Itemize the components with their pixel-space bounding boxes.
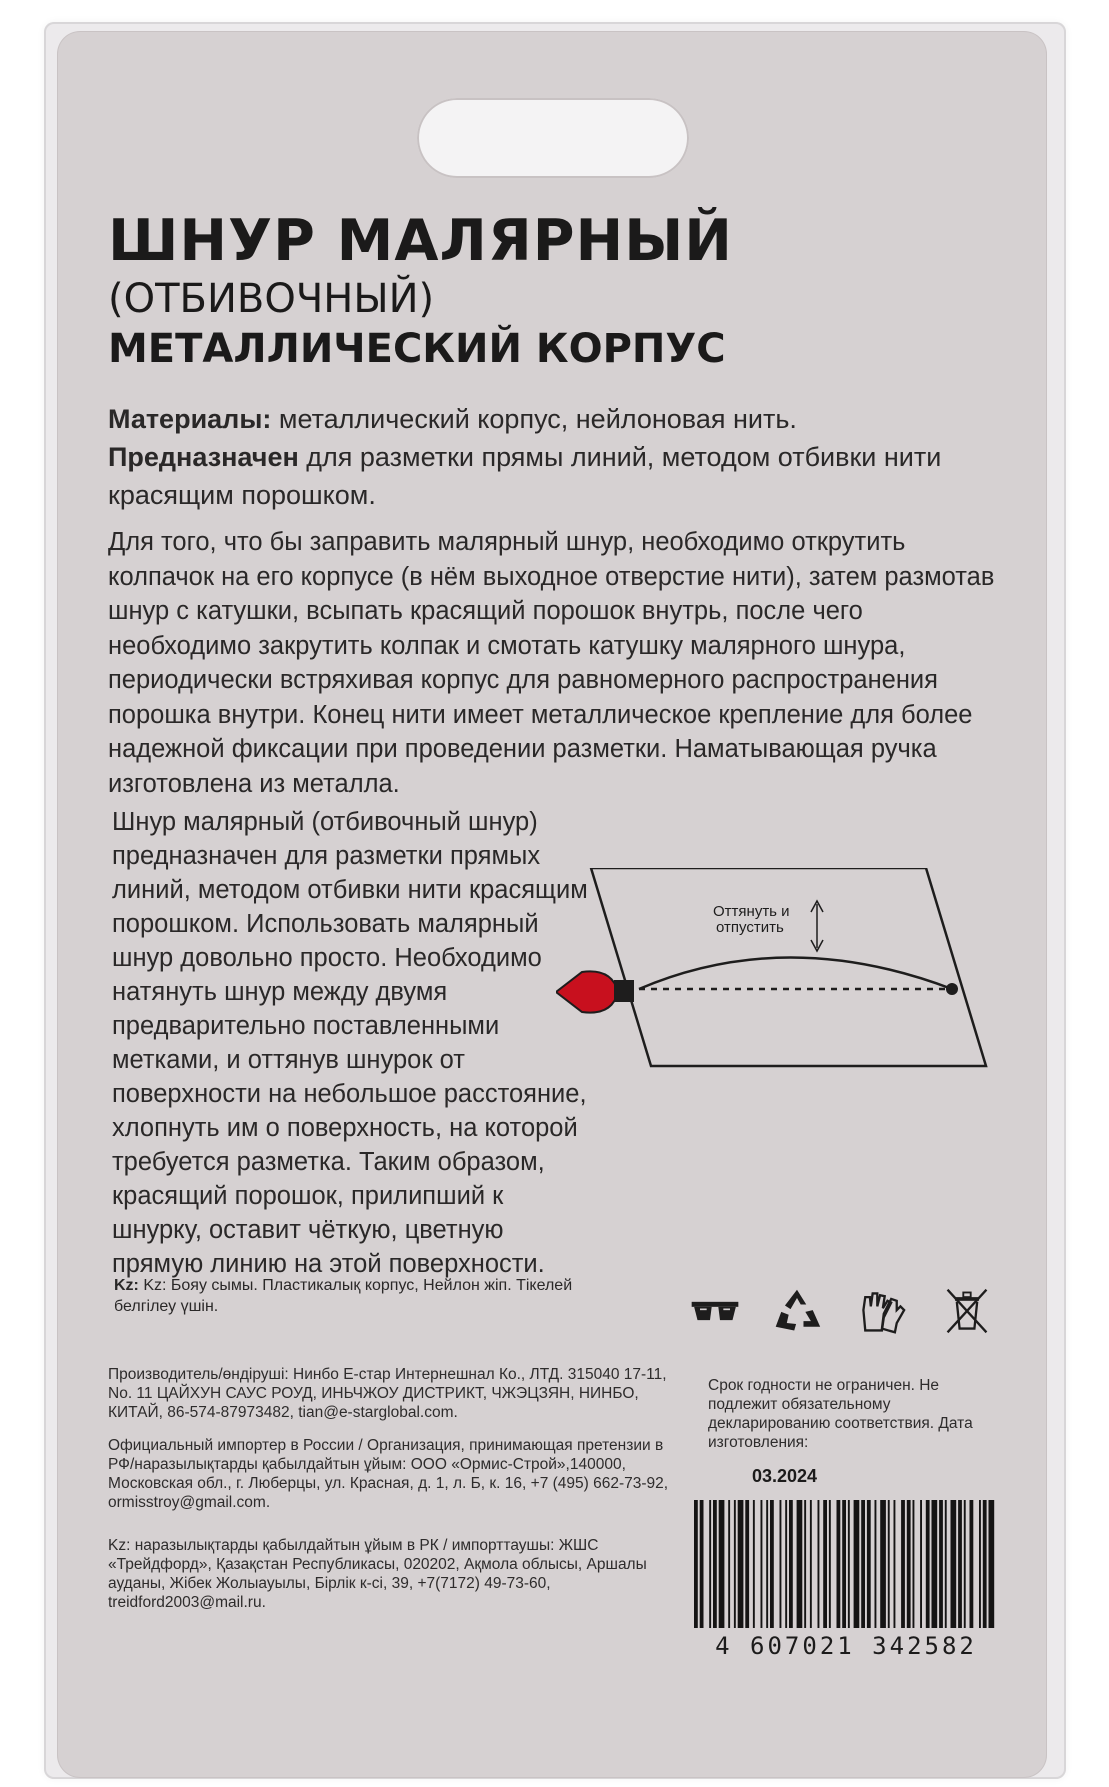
title-line-2: (ОТБИВОЧНЫЙ) [108, 275, 435, 322]
materials-text: металлический корпус, нейлоновая нить. [271, 404, 797, 434]
materials-purpose [108, 400, 1008, 514]
barcode-bar [901, 1500, 905, 1628]
chalk-line-diagram [556, 868, 1016, 1098]
barcode-bar [789, 1500, 793, 1628]
barcode-bar [761, 1500, 763, 1628]
materials-label: Материалы: [108, 404, 272, 434]
barcode-bar [738, 1500, 744, 1628]
crossed-bin-icon [942, 1284, 992, 1338]
barcode-bar [694, 1500, 698, 1628]
care-icons [690, 1284, 1000, 1340]
barcode-bar [932, 1500, 938, 1628]
title-line-1: ШНУР МАЛЯРНЫЙ [108, 208, 733, 274]
string-end-point [946, 983, 958, 995]
barcode-bar [728, 1500, 730, 1628]
barcode-bar [700, 1500, 704, 1628]
kz-note [114, 1275, 634, 1317]
barcode-bar [745, 1500, 749, 1628]
barcode-bar [719, 1500, 725, 1628]
importer-ru-info: Официальный импортер в России / Организация, принимающая претензии в РФ/наразылықтарды қабылдайтын ұйым: ООО «Ормис-Строй»,140000, Московская обл., г. Люберцы, ул. Красная, д. 1, л. Б, к. 16, +7 (495) 662-73-92, ormisstroy@gmail.com. [108, 1437, 669, 1511]
shelf-life-info: Срок годности не ограничен. Не подлежит обязательному декларированию соответствия. Дата изготовления: [708, 1377, 973, 1451]
barcode-bar [964, 1500, 966, 1628]
barcode-bar [920, 1500, 922, 1628]
description-text: Шнур малярный (отбивочный шнур) предназначен для разметки прямых линий, методом отбивки нити красящим порошком. Использовать малярный шнур довольно просто. Необходимо натянуть шнур между двумя предварительно поставленными метками, и оттянув шнурок от поверхности на небольшое расстояние, хлопнуть им о поверхность, на которой требуется разметка. Таким образом, красящий порошок, прилипший к шнурку, оставит чёткую, цветную прямую линию на этой поверхности. [112, 808, 588, 1278]
barcode-bar [983, 1500, 987, 1628]
barcode-number: 4 607021 342582 [715, 1632, 977, 1660]
barcode-bar [770, 1500, 774, 1628]
barcode-bar [713, 1500, 717, 1628]
barcode-bar [939, 1500, 943, 1628]
barcode-bar [837, 1500, 841, 1628]
product-title [108, 208, 733, 372]
diagram-label-2: отпустить [716, 919, 784, 936]
barcode [690, 1500, 1000, 1645]
barcode-bar [913, 1500, 915, 1628]
barcode-bar [945, 1500, 947, 1628]
importer-kz-info: Kz: наразылықтарды қабылдайтын ұйым в РК / импорттаушы: ЖШС «Трейдфорд», Қазақстан Республикасы, 020202, Ақмола облысы, Аршалы ауданы, Жібек Жолыауылы, Бірлік к-сі, 39, +7(7172) 49-73-60, treidford2003@mail.ru. [108, 1537, 647, 1611]
barcode-bar [810, 1500, 812, 1628]
barcode-bar [926, 1500, 930, 1628]
barcode-bar [823, 1500, 827, 1628]
barcode-bar [818, 1500, 820, 1628]
barcode-bar [907, 1500, 911, 1628]
chalk-line-tool-icon [556, 971, 634, 1012]
barcode-bar [989, 1500, 995, 1628]
barcode-bar [979, 1500, 981, 1628]
barcode-bar [709, 1500, 711, 1628]
barcode-bar [958, 1500, 962, 1628]
barcode-bar [970, 1500, 974, 1628]
barcode-bar [894, 1500, 896, 1628]
barcode-bar [880, 1500, 886, 1628]
barcode-bar [785, 1500, 787, 1628]
barcode-bar [867, 1500, 871, 1628]
barcode-bar [842, 1500, 846, 1628]
barcode-bar [804, 1500, 806, 1628]
barcode-bar [848, 1500, 850, 1628]
barcode-bar [780, 1500, 782, 1628]
purpose-text: для разметки прямы линий, методом отбивки нити красящим порошком. [108, 442, 942, 510]
barcode-bar [753, 1500, 755, 1628]
manufacturer-info: Производитель/өндіруші: Нинбо Е-стар Интернешнал Ко., ЛТД. 315040 17-11, No. 11 ЦАЙХУН САУС РОУД, ИНЬЧЖОУ ДИСТРИКТ, ЧЖЭЦЗЯН, НИНБО, КИТАЙ, 86-574-87973482, tian@e-starglobal.com. [108, 1366, 667, 1421]
purpose-label: Предназначен [108, 442, 299, 472]
diagram-label-1: Оттянуть и [713, 903, 790, 920]
barcode-bar [797, 1500, 803, 1628]
barcode-bar [951, 1500, 957, 1628]
barcode-bar [861, 1500, 865, 1628]
pulled-string [639, 958, 952, 990]
gloves-icon [856, 1284, 906, 1338]
barcode-bar [766, 1500, 768, 1628]
recycle-icon [772, 1284, 822, 1338]
barcode-bar [888, 1500, 890, 1628]
manufacture-date: 03.2024 [752, 1466, 818, 1486]
title-line-3: МЕТАЛЛИЧЕСКИЙ КОРПУС [108, 325, 726, 372]
barcode-bar [875, 1500, 877, 1628]
safety-glasses-icon [690, 1284, 740, 1338]
hang-hole [417, 98, 689, 178]
barcode-bar [829, 1500, 831, 1628]
barcode-bar [734, 1500, 736, 1628]
instructions-text: Для того, что бы заправить малярный шнур, необходимо открутить колпачок на его корпусе (в нём выходное отверстие нити), затем размотав шнур с катушки, всыпать красящий порошок внутрь, после чего необходимо закрутить колпак и смотать катушку малярного шнура, периодически встряхивая корпус для равномерного распространения порошка внутри. Конец нити имеет металлическое крепление для более надежной фиксации при проведении разметки. Наматывающая ручка изготовлена из металла. [108, 528, 995, 798]
surface-panel [591, 868, 986, 1066]
barcode-bar [854, 1500, 860, 1628]
kz-text: Kz: Бояу сымы. Пластикалық корпус, Нейлон жіп. Тікелей белгілеу үшін. [114, 1277, 573, 1315]
kz-prefix: Kz: [114, 1277, 139, 1294]
